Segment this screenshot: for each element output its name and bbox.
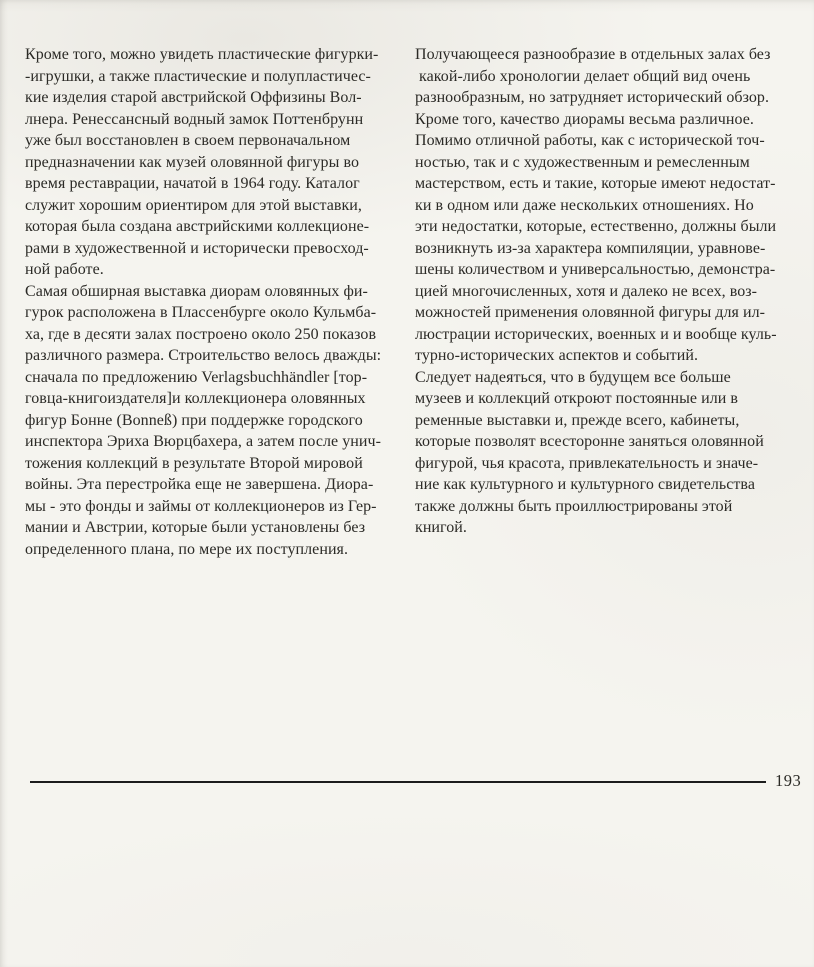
text-line: определенного плана, по мере их поступления. [25,540,349,558]
text-line: шены количеством и универсальностью, демонстра- [415,261,776,278]
text-line: время реставрации, начатой в 1964 году. Каталог [25,175,360,192]
footer-rule [30,781,766,783]
text-line: Кроме того, качество диорамы весьма различное. [415,110,754,128]
text-line: разнообразным, но затрудняет исторический обзор. [415,89,770,106]
right-text-column [415,44,807,539]
text-line: мы - это фонды и займы от коллекционеров из Гер- [25,497,377,515]
text-line: гурок расположена в Плассенбурге около Кульмба- [25,304,377,321]
text-line: эти недостатки, которые, естественно, должны были [415,218,777,235]
text-line: Следует надеяться, что в будущем все больше [415,368,731,386]
text-line: лнера. Ренессансный водный замок Поттенбрунн [25,110,364,128]
text-line: турно-исторических аспектов и событий. [415,347,699,364]
text-line: фигур Бонне (Bonneß) при поддержке городского [25,411,363,429]
text-line: Самая обширная выставка диорам оловянных фи- [25,282,368,300]
text-line: мании и Австрии, которые были установлены без [25,519,366,536]
text-line: ха, где в десяти залах построено около 250 показов [25,325,377,343]
text-line: служит хорошим ориентиром для этой выставки, [25,196,362,214]
text-line: какой-либо хронологии делает общий вид очень [415,67,751,85]
text-line: войны. Эта перестройка еще не завершена. Диора- [25,476,374,493]
text-line: уже был восстановлен в своем первоначальном [25,132,351,149]
text-line: -игрушки, а также пластические и полупластичес- [25,67,371,85]
text-line: рами в художественной и исторически превосход- [25,239,369,257]
text-line: говца-книгоиздателя]и коллекционера оловянных [25,390,366,407]
text-line: различного размера. Строительство велось дважды: [25,347,382,364]
text-line: Помимо отличной работы, как с исторической точ- [415,132,765,149]
text-line: Получающееся разнообразие в отдельных залах без [415,46,771,63]
text-line: музеев и коллекций откроют постоянные или в [415,390,739,407]
text-line: также должны быть проиллюстрированы этой [415,497,733,515]
text-line: ностью, так и с художественным и ремесленным [415,153,750,171]
text-line: которая была создана австрийскими коллекционе- [25,218,370,235]
text-line: сначала по предложению Verlagsbuchhändler [тор- [25,368,368,386]
text-line: ной работе. [25,261,104,278]
text-line: инспектора Эриха Вюрцбахера, а затем после унич- [25,433,381,450]
left-text-column [25,44,408,560]
text-line: ние как культурного и культурного свидетельства [415,476,755,493]
text-line: можностей применения оловянной фигуры для ил- [415,304,766,321]
text-line: Кроме того, можно увидеть пластические фигурки- [25,46,379,63]
text-line: ки в одном или даже нескольких отношениях. Но [415,196,754,214]
text-line: тожения коллекций в результате Второй мировой [25,454,363,472]
text-line: люстрации исторических, военных и и вообще куль- [415,325,777,343]
text-line: возникнуть из-за характера компиляции, уравнове- [415,239,766,257]
text-line: предназначении как музей оловянной фигуры во [25,153,360,171]
text-line: которые позволят всесторонне заняться оловянной [415,433,764,450]
text-line: ременные выставки и, прежде всего, кабинеты, [415,411,740,429]
text-line: цией многочисленных, хотя и далеко не всех, воз- [415,282,758,300]
text-line: кие изделия старой австрийской Оффизины Вол- [25,89,362,106]
text-line: книгой. [415,519,467,536]
text-line: мастерством, есть и такие, которые имеют недостат- [415,175,776,192]
text-line: фигурой, чья красота, привлекательность и значе- [415,454,759,472]
page-number: 193 [775,771,802,790]
